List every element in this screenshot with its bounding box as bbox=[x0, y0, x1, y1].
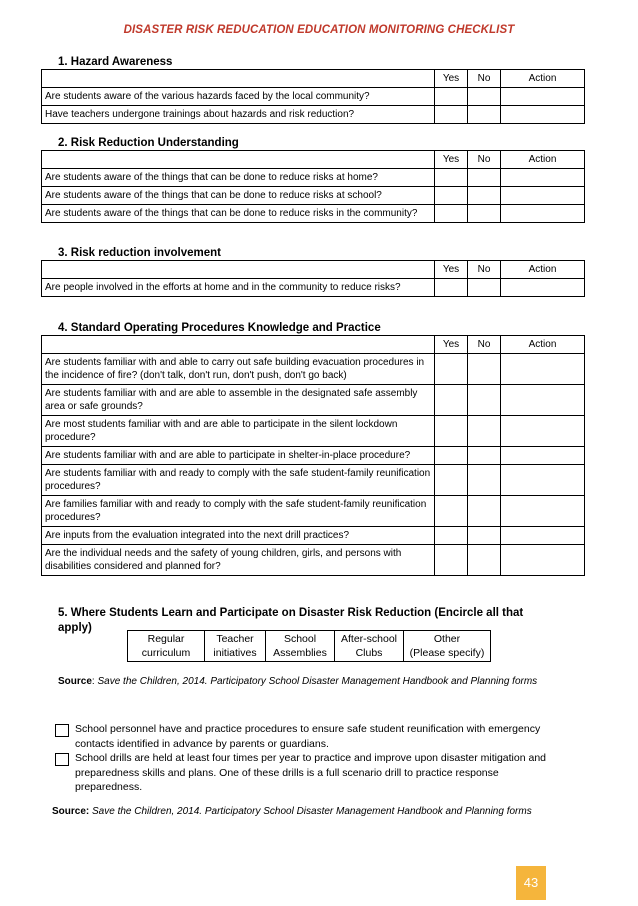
table-row: Are students aware of the various hazards faced by the local community? bbox=[42, 88, 585, 106]
answer-action[interactable] bbox=[501, 187, 585, 205]
answer-yes[interactable] bbox=[435, 187, 468, 205]
answer-yes[interactable] bbox=[435, 385, 468, 416]
table-row: Are students aware of the things that can be done to reduce risks at home? bbox=[42, 169, 585, 187]
checkbox-reunification-label: School personnel have and practice procedures to ensure safe student reunification with emergency contacts identified in advance by parents or guardians. bbox=[75, 723, 541, 750]
source-citation-1: Source: Save the Children, 2014. Participatory School Disaster Management Handbook and Planning forms bbox=[58, 676, 538, 687]
option-teacher-initiatives[interactable]: Teacher initiatives bbox=[205, 631, 266, 662]
answer-action[interactable] bbox=[501, 354, 585, 385]
table-row: Have teachers undergone trainings about hazards and risk reduction? bbox=[42, 106, 585, 124]
answer-action[interactable] bbox=[501, 447, 585, 465]
answer-no[interactable] bbox=[468, 447, 501, 465]
col-no: No bbox=[468, 151, 501, 169]
answer-yes[interactable] bbox=[435, 496, 468, 527]
col-action: Action bbox=[501, 70, 585, 88]
answer-yes[interactable] bbox=[435, 169, 468, 187]
section-3-heading: 3. Risk reduction involvement bbox=[58, 247, 221, 259]
col-yes: Yes bbox=[435, 336, 468, 354]
answer-yes[interactable] bbox=[435, 465, 468, 496]
section-1-table bbox=[41, 69, 585, 124]
answer-action[interactable] bbox=[501, 106, 585, 124]
answer-no[interactable] bbox=[468, 354, 501, 385]
answer-yes[interactable] bbox=[435, 205, 468, 223]
col-yes: Yes bbox=[435, 151, 468, 169]
checkbox-reunification[interactable] bbox=[55, 724, 69, 737]
answer-action[interactable] bbox=[501, 279, 585, 297]
answer-action[interactable] bbox=[501, 527, 585, 545]
col-action: Action bbox=[501, 151, 585, 169]
answer-no[interactable] bbox=[468, 545, 501, 576]
answer-no[interactable] bbox=[468, 385, 501, 416]
section-2-heading: 2. Risk Reduction Understanding bbox=[58, 137, 239, 149]
table-row: Are people involved in the efforts at home and in the community to reduce risks? bbox=[42, 279, 585, 297]
answer-yes[interactable] bbox=[435, 416, 468, 447]
table-row: Are students aware of the things that can be done to reduce risks in the community? bbox=[42, 205, 585, 223]
section-1-heading: 1. Hazard Awareness bbox=[58, 56, 173, 68]
option-school-assemblies[interactable]: School Assemblies bbox=[266, 631, 335, 662]
answer-yes[interactable] bbox=[435, 354, 468, 385]
table-row: Are students familiar with and are able to participate in shelter-in-place procedure? bbox=[42, 447, 585, 465]
checkbox-school-drills[interactable] bbox=[55, 753, 69, 766]
col-no: No bbox=[468, 261, 501, 279]
answer-no[interactable] bbox=[468, 205, 501, 223]
section-2-table bbox=[41, 150, 585, 223]
table-row: Are inputs from the evaluation integrated into the next drill practices? bbox=[42, 527, 585, 545]
table-row: Are students familiar with and are able to assemble in the designated safe assembly area or safe grounds? bbox=[42, 385, 585, 416]
table-row: Are most students familiar with and are able to participate in the silent lockdown procedure? bbox=[42, 416, 585, 447]
page-number: 43 bbox=[516, 866, 546, 900]
answer-action[interactable] bbox=[501, 416, 585, 447]
page-title: DISASTER RISK REDUCATION EDUCATION MONITORING CHECKLIST bbox=[123, 24, 515, 36]
answer-no[interactable] bbox=[468, 106, 501, 124]
answer-no[interactable] bbox=[468, 465, 501, 496]
answer-no[interactable] bbox=[468, 496, 501, 527]
col-no: No bbox=[468, 336, 501, 354]
table-row: Are students aware of the things that can be done to reduce risks at school? bbox=[42, 187, 585, 205]
table-row: Are the individual needs and the safety of young children, girls, and persons with disabilities considered and planned for? bbox=[42, 545, 585, 576]
table-row: Are families familiar with and ready to comply with the safe student-family reunification procedures? bbox=[42, 496, 585, 527]
section-4-heading: 4. Standard Operating Procedures Knowledge and Practice bbox=[58, 322, 381, 334]
option-after-school-clubs[interactable]: After-school Clubs bbox=[335, 631, 404, 662]
answer-no[interactable] bbox=[468, 279, 501, 297]
section-5-heading: 5. Where Students Learn and Participate on Disaster Risk Reduction (Encircle all that apply) bbox=[58, 607, 524, 634]
answer-action[interactable] bbox=[501, 496, 585, 527]
option-other[interactable]: Other (Please specify) bbox=[404, 631, 491, 662]
answer-action[interactable] bbox=[501, 169, 585, 187]
answer-yes[interactable] bbox=[435, 447, 468, 465]
answer-no[interactable] bbox=[468, 416, 501, 447]
answer-action[interactable] bbox=[501, 465, 585, 496]
answer-no[interactable] bbox=[468, 187, 501, 205]
answer-action[interactable] bbox=[501, 545, 585, 576]
answer-action[interactable] bbox=[501, 385, 585, 416]
col-action: Action bbox=[501, 261, 585, 279]
section-4-table bbox=[41, 335, 585, 576]
col-no: No bbox=[468, 70, 501, 88]
table-row: Are students familiar with and able to carry out safe building evacuation procedures in the incidence of fire? (don't talk, don't run, don't push, don't go back) bbox=[42, 354, 585, 385]
learning-options-table bbox=[127, 630, 491, 662]
section-3-table bbox=[41, 260, 585, 297]
answer-yes[interactable] bbox=[435, 106, 468, 124]
answer-action[interactable] bbox=[501, 88, 585, 106]
answer-action[interactable] bbox=[501, 205, 585, 223]
answer-yes[interactable] bbox=[435, 279, 468, 297]
answer-no[interactable] bbox=[468, 88, 501, 106]
answer-no[interactable] bbox=[468, 527, 501, 545]
option-regular-curriculum[interactable]: Regular curriculum bbox=[128, 631, 205, 662]
col-action: Action bbox=[501, 336, 585, 354]
source-citation-2: Source: Save the Children, 2014. Participatory School Disaster Management Handbook and Planning forms bbox=[52, 806, 532, 817]
checkbox-school-drills-label: School drills are held at least four times per year to practice and improve upon disaster mitigation and preparedness skills and plans. One of these drills is a full scenario drill to practice response preparedness. bbox=[75, 752, 546, 793]
answer-yes[interactable] bbox=[435, 88, 468, 106]
answer-no[interactable] bbox=[468, 169, 501, 187]
col-yes: Yes bbox=[435, 70, 468, 88]
table-row: Are students familiar with and ready to comply with the safe student-family reunification procedures? bbox=[42, 465, 585, 496]
col-yes: Yes bbox=[435, 261, 468, 279]
answer-yes[interactable] bbox=[435, 545, 468, 576]
answer-yes[interactable] bbox=[435, 527, 468, 545]
